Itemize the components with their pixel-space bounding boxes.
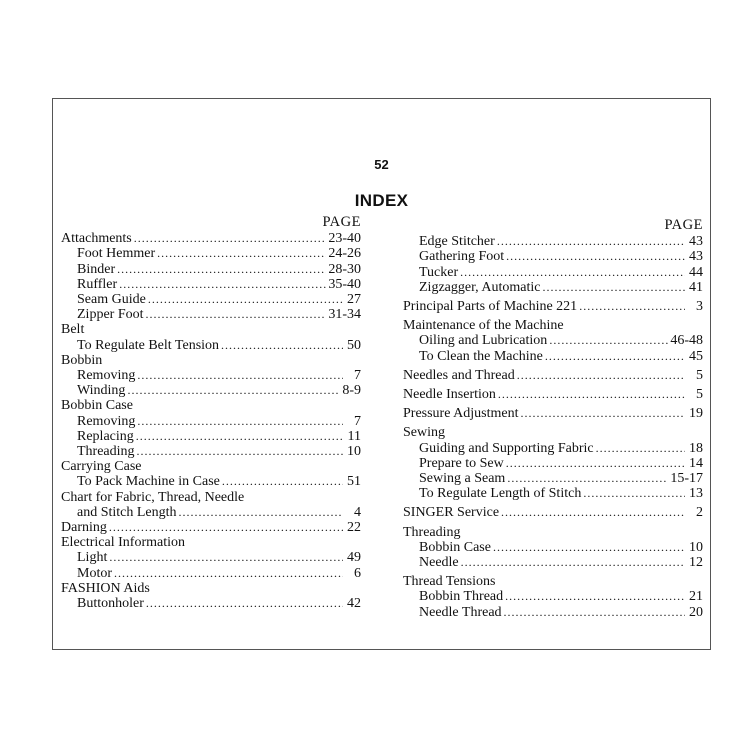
dot-leader — [137, 444, 343, 459]
index-entry-label: Thread Tensions — [403, 574, 496, 590]
index-title: INDEX — [354, 191, 409, 210]
index-entry — [61, 444, 361, 459]
index-entry-label: Maintenance of the Machine — [403, 318, 564, 334]
index-entry-page: 28-30 — [328, 261, 361, 277]
dot-leader — [506, 249, 685, 264]
dot-leader — [117, 262, 326, 277]
index-entry — [61, 322, 361, 337]
index-entry-label: Tucker — [419, 264, 459, 280]
index-entry-label: Threading — [77, 444, 135, 460]
index-entry-page: 11 — [347, 428, 361, 444]
index-entry-page: 41 — [689, 279, 703, 295]
dot-leader — [460, 265, 685, 280]
index-entry — [403, 505, 703, 520]
index-entry-label: Principal Parts of Machine 221 — [403, 299, 578, 315]
index-entry-label: Attachments — [61, 231, 132, 247]
index-entry-page: 22 — [347, 520, 361, 536]
index-entry-page: 43 — [689, 249, 703, 265]
dot-leader — [517, 368, 685, 383]
dot-leader — [461, 555, 685, 570]
index-entry — [403, 265, 703, 280]
index-entry-label: Needles and Thread — [403, 367, 515, 383]
index-entry-label: Zigzagger, Automatic — [419, 279, 541, 295]
index-entry — [403, 349, 703, 364]
index-entry-label: To Regulate Belt Tension — [77, 337, 220, 353]
dot-leader — [146, 596, 343, 611]
right-column — [403, 218, 703, 620]
index-entry-page: 6 — [354, 565, 361, 581]
dot-leader — [501, 505, 685, 520]
index-entry-label: Buttonholer — [77, 596, 144, 612]
index-entry-page: 19 — [689, 406, 703, 422]
index-entry-label: Replacing — [77, 428, 134, 444]
index-entry-label: Guiding and Supporting Fabric — [419, 440, 594, 456]
dot-leader — [148, 292, 343, 307]
right-entries — [403, 234, 703, 620]
index-entry-label: Pressure Adjustment — [403, 406, 519, 422]
index-entry — [403, 525, 703, 540]
index-entry — [61, 338, 361, 353]
index-entry — [61, 383, 361, 398]
index-entry-page: 18 — [689, 440, 703, 456]
index-entry-label: Bobbin Thread — [419, 589, 504, 605]
index-entry — [61, 550, 361, 565]
index-entry-page: 31-34 — [328, 307, 361, 323]
index-entry-label: Chart for Fabric, Thread, Needle — [61, 489, 245, 505]
index-entry-label: To Pack Machine in Case — [77, 474, 220, 490]
left-column — [61, 215, 361, 611]
index-entry — [403, 234, 703, 249]
index-entry-label: Belt — [61, 322, 85, 338]
index-entry — [403, 406, 703, 421]
page-number: 52 — [374, 157, 389, 172]
dot-leader — [109, 550, 343, 565]
index-entry — [403, 318, 703, 333]
index-entry-label: Oiling and Lubrication — [419, 333, 548, 349]
index-entry-label: Ruffler — [77, 276, 118, 292]
dot-leader — [583, 486, 685, 501]
index-entry — [403, 589, 703, 604]
index-entry-label: Motor — [77, 565, 112, 581]
index-entry-label: Removing — [77, 368, 136, 384]
dot-leader — [221, 338, 343, 353]
dot-leader — [114, 566, 343, 581]
index-entry-page: 10 — [689, 539, 703, 555]
index-entry-page: 51 — [347, 474, 361, 490]
index-entry — [61, 535, 361, 550]
dot-leader — [549, 333, 668, 348]
index-entry — [61, 353, 361, 368]
index-entry-label: Foot Hemmer — [77, 246, 156, 262]
dot-leader — [109, 520, 343, 535]
index-entry-label: Prepare to Sew — [419, 455, 504, 471]
index-entry-page: 27 — [347, 292, 361, 308]
index-entry — [61, 292, 361, 307]
dot-leader — [179, 505, 343, 520]
dot-leader — [498, 387, 685, 402]
index-entry-label: Sewing a Seam — [419, 471, 506, 487]
index-entry-page: 8-9 — [342, 383, 361, 399]
index-entry — [403, 387, 703, 402]
index-entry-label: To Regulate Length of Stitch — [419, 486, 582, 502]
index-entry — [403, 574, 703, 589]
index-entry-page: 12 — [689, 555, 703, 571]
index-entry-label: Sewing — [403, 425, 445, 441]
index-entry — [61, 277, 361, 292]
index-entry-page: 15-17 — [670, 471, 703, 487]
dot-leader — [497, 234, 685, 249]
dot-leader — [545, 349, 685, 364]
index-entry-label: To Clean the Machine — [419, 348, 543, 364]
index-entry-label: Electrical Information — [61, 535, 185, 551]
index-entry — [61, 581, 361, 596]
index-entry-label: Edge Stitcher — [419, 234, 495, 250]
index-entry — [403, 425, 703, 440]
index-entry-label: Binder — [77, 261, 116, 277]
index-entry-label: Darning — [61, 520, 107, 536]
dot-leader — [127, 383, 340, 398]
index-entry-label: Light — [77, 550, 108, 566]
dot-leader — [136, 429, 343, 444]
index-entry — [61, 520, 361, 535]
index-entry-label: Needle Thread — [419, 604, 502, 620]
dot-leader — [506, 456, 685, 471]
index-entry-page: 7 — [354, 368, 361, 384]
index-entry — [61, 429, 361, 444]
index-entry — [61, 490, 361, 505]
index-entry — [403, 456, 703, 471]
index-entry — [61, 596, 361, 611]
index-entry — [403, 540, 703, 555]
index-entry-page: 14 — [689, 455, 703, 471]
index-entry-label: FASHION Aids — [61, 580, 150, 596]
index-entry-label: Gathering Foot — [419, 249, 505, 265]
index-page — [52, 98, 711, 650]
index-entry-label: Needle — [419, 555, 459, 571]
index-entry-label: Removing — [77, 413, 136, 429]
index-entry-label: Needle Insertion — [403, 387, 496, 403]
index-entry — [61, 566, 361, 581]
dot-leader — [504, 605, 685, 620]
index-entry — [403, 249, 703, 264]
dot-leader — [119, 277, 326, 292]
index-entry-page: 35-40 — [328, 276, 361, 292]
index-entry-label: Bobbin — [61, 352, 103, 368]
index-entry — [61, 262, 361, 277]
index-entry-page: 21 — [689, 589, 703, 605]
index-entry — [61, 231, 361, 246]
index-entry-page: 46-48 — [670, 333, 703, 349]
index-entry — [403, 605, 703, 620]
index-entry — [61, 474, 361, 489]
dot-leader — [521, 406, 686, 421]
index-entry-page: 7 — [354, 413, 361, 429]
index-entry-page: 5 — [696, 367, 703, 383]
index-entry — [61, 398, 361, 413]
index-entry-page: 5 — [696, 387, 703, 403]
index-entry-page: 3 — [696, 299, 703, 315]
index-entry — [403, 555, 703, 570]
index-entry-page: 49 — [347, 550, 361, 566]
index-entry-page: 20 — [689, 604, 703, 620]
index-entry — [403, 441, 703, 456]
index-entry-page: 23-40 — [328, 231, 361, 247]
dot-leader — [137, 414, 343, 429]
index-entry — [61, 505, 361, 520]
index-entry-page: 13 — [689, 486, 703, 502]
dot-leader — [596, 441, 685, 456]
dot-leader — [505, 589, 685, 604]
index-entry — [61, 307, 361, 322]
index-entry-page: 4 — [354, 504, 361, 520]
index-entry — [61, 459, 361, 474]
index-entry-label: Zipper Foot — [77, 307, 144, 323]
index-entry — [403, 280, 703, 295]
index-entry-label: and Stitch Length — [77, 504, 177, 520]
dot-leader — [493, 540, 685, 555]
index-entry-page: 42 — [347, 596, 361, 612]
index-entry-label: Threading — [403, 524, 461, 540]
index-entry-page: 43 — [689, 234, 703, 250]
dot-leader — [579, 299, 685, 314]
dot-leader — [543, 280, 685, 295]
index-entry-label: Bobbin Case — [61, 398, 133, 414]
dot-leader — [137, 368, 343, 383]
dot-leader — [222, 474, 343, 489]
index-entry-page: 24-26 — [328, 246, 361, 262]
index-entry — [61, 414, 361, 429]
page-column-heading-left: PAGE — [322, 214, 361, 230]
index-entry-page: 2 — [696, 505, 703, 521]
dot-leader — [157, 246, 326, 261]
index-entry — [403, 333, 703, 348]
index-entry-label: Seam Guide — [77, 292, 146, 308]
dot-leader — [146, 307, 327, 322]
index-entry-label: SINGER Service — [403, 505, 500, 521]
index-entry — [403, 299, 703, 314]
index-entry-page: 10 — [347, 444, 361, 460]
page-column-heading-right: PAGE — [664, 217, 703, 233]
index-entry — [403, 486, 703, 501]
dot-leader — [134, 231, 327, 246]
index-entry-label: Winding — [77, 383, 126, 399]
index-entry — [61, 368, 361, 383]
index-entry-page: 50 — [347, 337, 361, 353]
index-entry — [61, 246, 361, 261]
index-entry-page: 44 — [689, 264, 703, 280]
dot-leader — [507, 471, 668, 486]
left-entries — [61, 231, 361, 611]
index-entry — [403, 471, 703, 486]
index-entry-label: Bobbin Case — [419, 539, 491, 555]
index-entry-page: 45 — [689, 348, 703, 364]
index-entry — [403, 368, 703, 383]
index-entry-label: Carrying Case — [61, 459, 142, 475]
